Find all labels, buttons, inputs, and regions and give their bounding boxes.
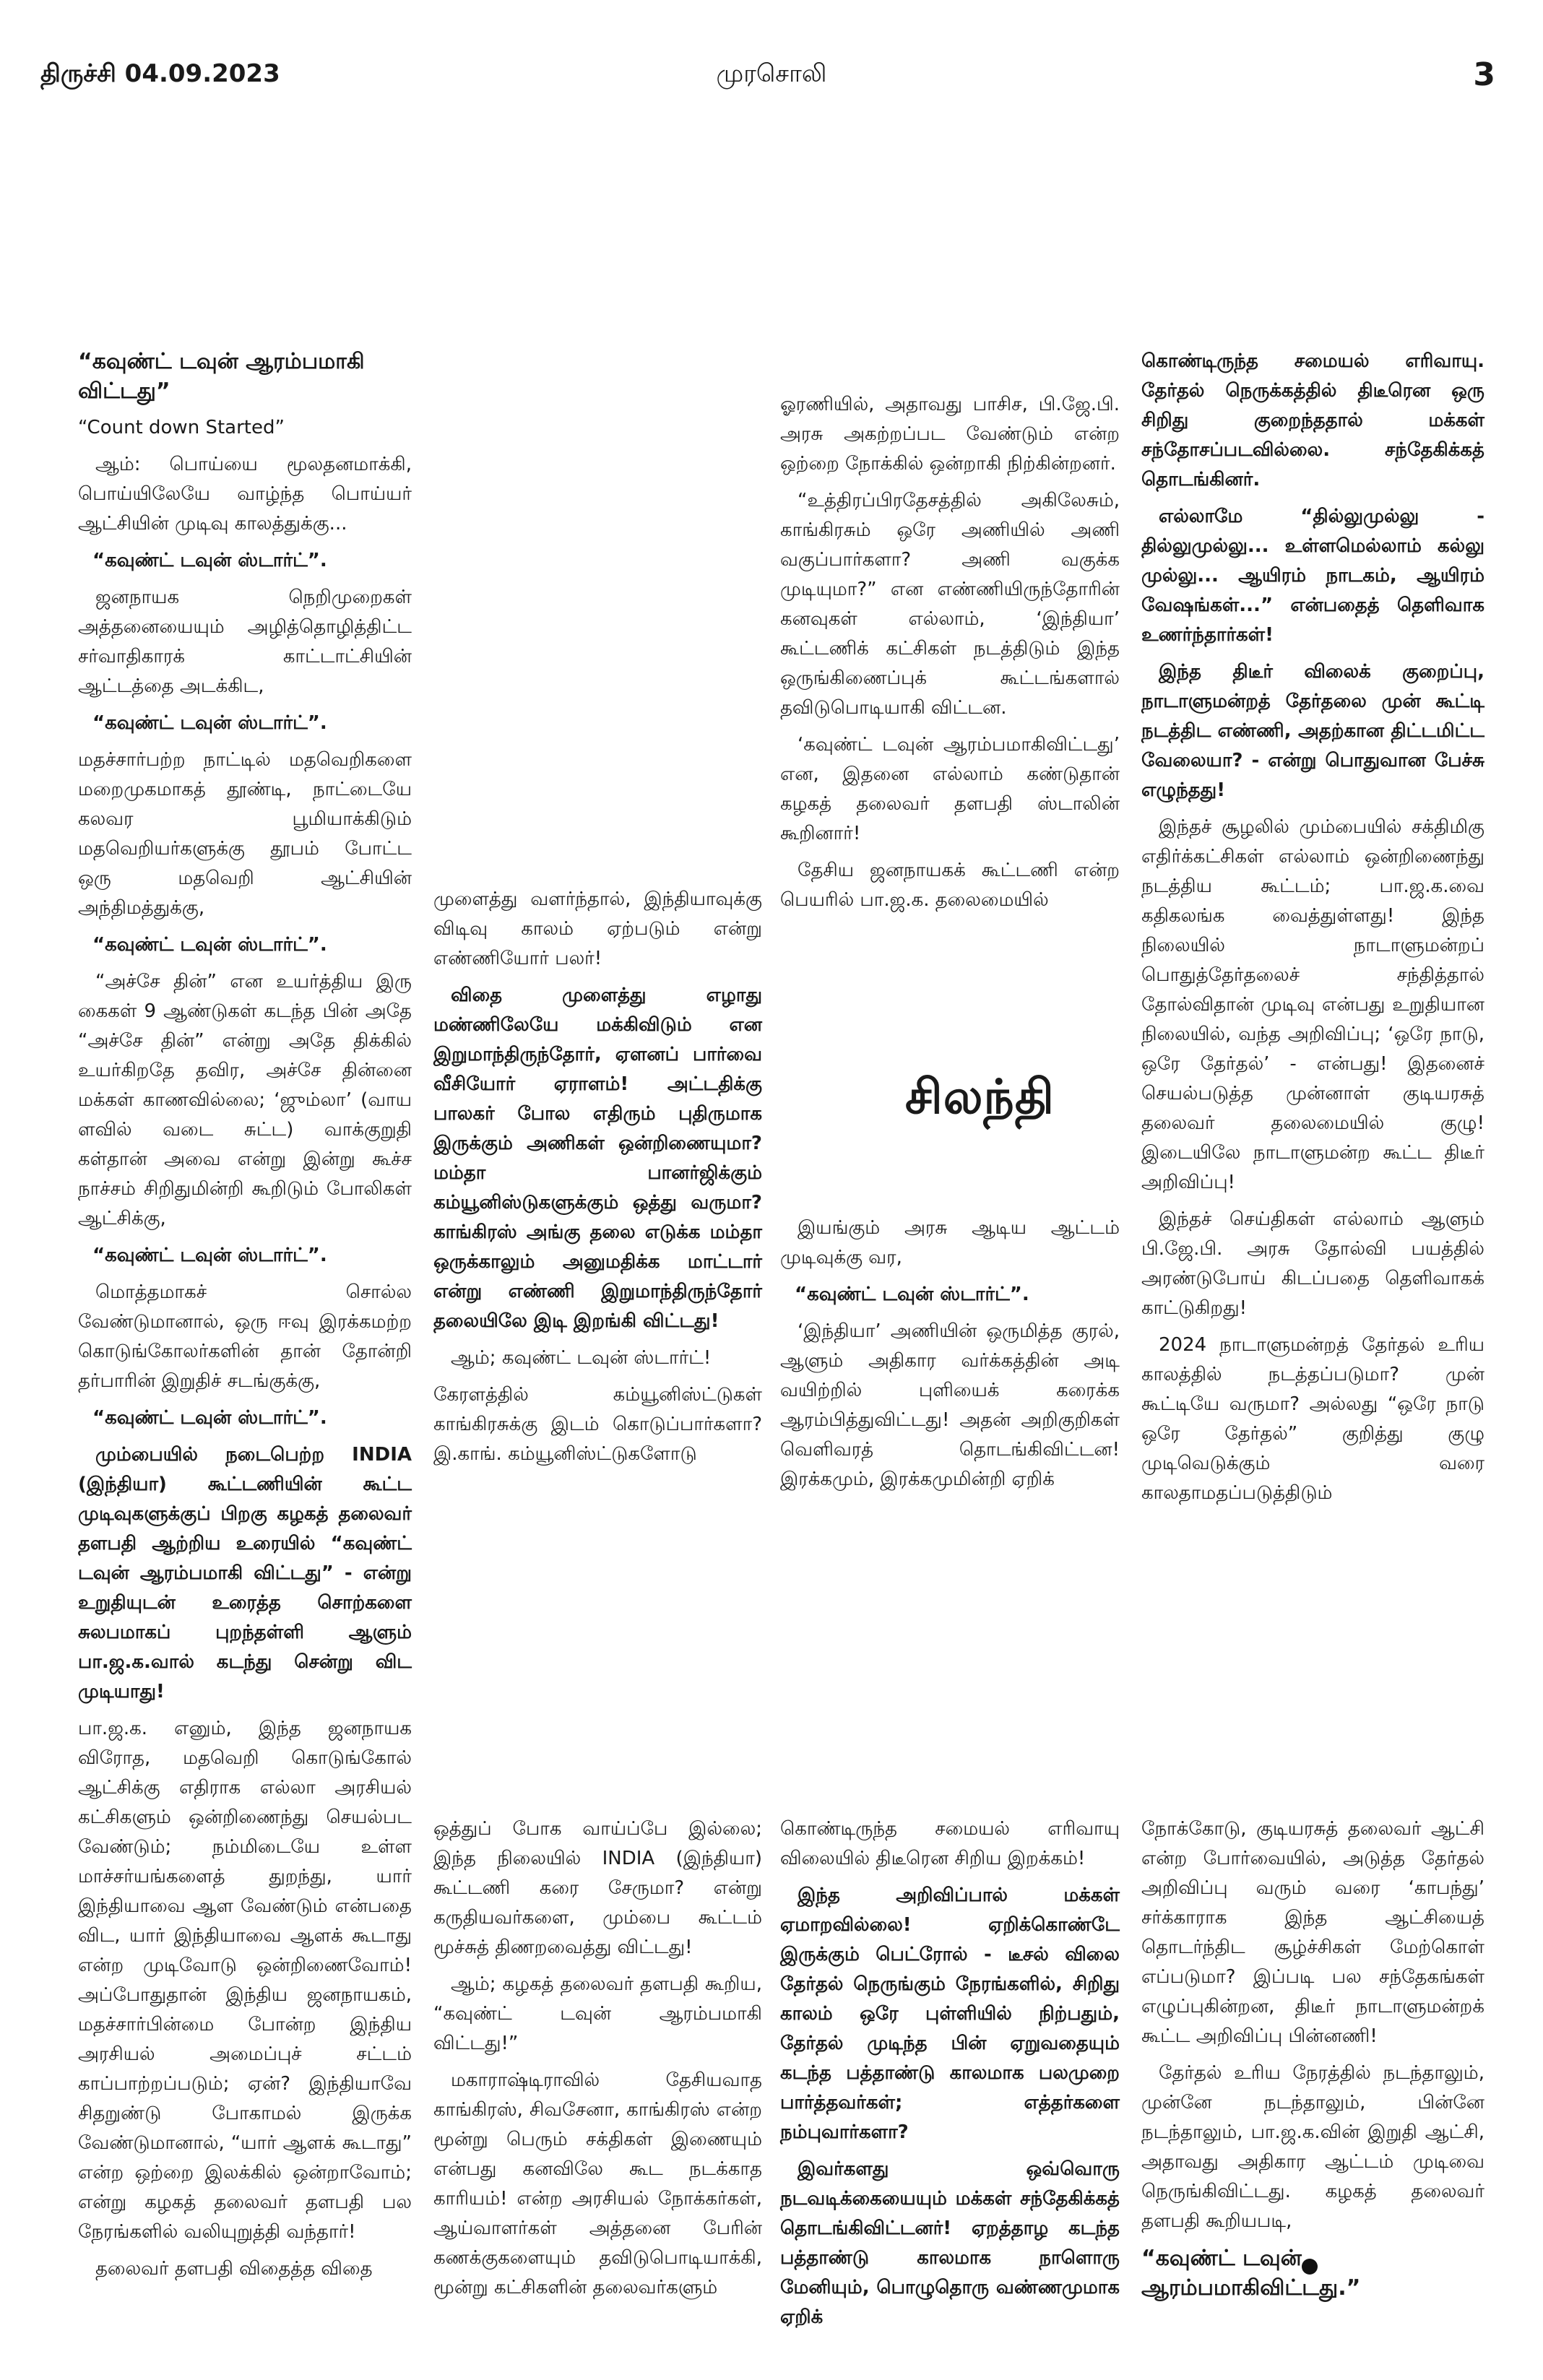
paragraph: ஒத்துப் போக வாய்ப்பே இல்லை; இந்த நிலையில் INDIA (இந்தியா) கூட்டணி கரை சேருமா? என்று கருதியவர்களை, மும்பை கூட்டம் மூச்சுத் திணறவைத்து விட்டது! bbox=[433, 1818, 762, 1958]
page-number: 3 bbox=[1473, 56, 1495, 93]
paragraph: “கவுண்ட் டவுன் ஆரம்பமாகிவிட்டது.” bbox=[1141, 2246, 1361, 2301]
paragraph: 2024 நாடாளுமன்றத் தேர்தல் உரிய காலத்தில் நடத்தப்படுமா? முன் கூட்டியே வருமா? அல்லது “ஒரே நாடு ஒரே தேர்தல்” குறித்து குழு முடிவெடுக்கும் வரை காலதாமதப்படுத்திடும் bbox=[1141, 1334, 1484, 1504]
paragraph: “கவுண்ட் டவுன் ஸ்டார்ட்”. bbox=[92, 1245, 327, 1266]
paragraph: தேர்தல் உரிய நேரத்தில் நடந்தாலும், முன்னே நடந்தாலும், பின்னே நடந்தாலும், பா.ஜ.க.வின் இறுதி ஆட்சி, அதாவது அதிகார ஆட்டம் முடிவை நெருங்கிவிட்டது. கழகத் தலைவர் தளபதி கூறியபடி, bbox=[1141, 2062, 1484, 2232]
paragraph: மொத்தமாகச் சொல்ல வேண்டுமானால், ஒரு ஈவு இரக்கமற்ற கொடுங்கோலர்களின் தான் தோன்றி தர்பாரின் இறுதிச் சடங்குக்கு, bbox=[78, 1281, 412, 1392]
column-2-top bbox=[433, 885, 762, 1476]
column-3-middle bbox=[780, 1213, 1120, 1502]
column-1-top bbox=[78, 347, 412, 2291]
paragraph: கொண்டிருந்த சமையல் எரிவாயு விலையில் திடீரென சிறிய இறக்கம்! bbox=[780, 1818, 1120, 1869]
column-4-bottom bbox=[1141, 1814, 1484, 2310]
paragraph: மகாராஷ்டிராவில் தேசியவாத காங்கிரஸ், சிவசேனா, காங்கிரஸ் என்ற மூன்று பெரும் சக்திகள் இணையும் என்பது கனவிலே கூட நடக்காத காரியம்! என்ற அரசியல் நோக்கர்கள், ஆய்வாளர்கள் அத்தனை பேரின் கணக்குகளையும் தவிடுபொடியாக்கி, மூன்று கட்சிகளின் தலைவர்களும் bbox=[433, 2069, 762, 2298]
paper-name: முரசொலி bbox=[716, 59, 827, 88]
paragraph: மும்பையில் நடைபெற்ற INDIA (இந்தியா) கூட்டணியின் கூட்ட முடிவுகளுக்குப் பிறகு கழகத் தலைவர் தளபதி ஆற்றிய உரையில் “கவுண்ட் டவுன் ஆரம்பமாகி விட்டது” - என்று உறுதியுடன் உரைத்த சொற்களை சுலபமாகப் புறந்தள்ளி ஆளும் பா.ஜ.க.வால் கடந்து சென்று விட முடியாது! bbox=[78, 1444, 412, 1702]
paragraph: கொண்டிருந்த சமையல் எரிவாயு. தேர்தல் நெருக்கத்தில் திடீரென ஒரு சிறிது குறைந்ததால் மக்கள் சந்தோசப்படவில்லை. சந்தேகிக்கத் தொடங்கினர். bbox=[1141, 350, 1484, 490]
paragraph: கேரளத்தில் கம்யூனிஸ்ட்டுகள் காங்கிரசுக்கு இடம் கொடுப்பார்களா? இ.காங். கம்யூனிஸ்ட்டுகளோடு bbox=[433, 1384, 762, 1465]
paragraph: இந்த அறிவிப்பால் மக்கள் ஏமாறவில்லை! ஏறிக்கொண்டே இருக்கும் பெட்ரோல் - டீசல் விலை தேர்தல் நெருங்கும் நேரங்களில், சிறிது காலம் ஒரே புள்ளியில் நிற்பதும், தேர்தல் முடிந்த பின் ஏறுவதையும் கடந்த பத்தாண்டு காலமாக பலமுறை பார்த்தவர்கள்; எத்தர்களை நம்புவார்களா? bbox=[780, 1884, 1120, 2143]
page-header bbox=[0, 0, 1543, 93]
paragraph: “கவுண்ட் டவுன் ஸ்டார்ட்”. bbox=[92, 550, 327, 571]
paragraph: ஆம்; கவுண்ட் டவுன் ஸ்டார்ட்! bbox=[451, 1347, 712, 1369]
end-of-article-mark bbox=[1302, 2259, 1318, 2275]
paragraph: எல்லாமே “தில்லுமுல்லு - தில்லுமுல்லு... உள்ளமெல்லாம் கல்லு முல்லு... ஆயிரம் நாடகம், ஆயிரம் வேஷங்கள்...” என்பதைத் தெளிவாக உணர்ந்தார்கள்! bbox=[1141, 506, 1484, 646]
paragraph: “அச்சே தின்” என உயர்த்திய இரு கைகள் 9 ஆண்டுகள் கடந்த பின் அதே “அச்சே தின்” என்று அதே திக்கில் உயர்கிறதே தவிர, அச்சே தின்னை மக்கள் காணவில்லை; ‘ஜும்லா’ (வாய ளவில் வடை சுட்ட) வாக்குறுதி கள்தான் அவை என்று இன்று கூச்ச நாச்சம் சிறிதுமின்றி கூறிடும் போலிகள் ஆட்சிக்கு, bbox=[78, 971, 412, 1229]
paragraph: ஓரணியில், அதாவது பாசிச, பி.ஜே.பி. அரசு அகற்றப்பட வேண்டும் என்ற ஒற்றை நோக்கில் ஒன்றாகி நிற்கின்றனர். bbox=[780, 394, 1120, 475]
paragraph: “உத்திரப்பிரதேசத்தில் அகிலேசும், காங்கிரசும் ஒரே அணியில் அணி வகுப்பார்களா? அணி வகுக்க முடியுமா?” என எண்ணியிருந்தோரின் கனவுகள் எல்லாம், ‘இந்தியா’ கூட்டணிக் கட்சிகள் நடத்திடும் இந்த ஒருங்கிணைப்புக் கூட்டங்களால் தவிடுபொடியாகி விட்டன. bbox=[780, 490, 1120, 719]
paragraph: தலைவர் தளபதி விதைத்த விதை bbox=[95, 2258, 373, 2280]
paragraph: பா.ஜ.க. எனும், இந்த ஜனநாயக விரோத, மதவெறி கொடுங்கோல் ஆட்சிக்கு எதிராக எல்லா அரசியல் கட்சிகளும் ஒன்றிணைந்து செயல்பட வேண்டும்; நம்மிடையே உள்ள மாச்சர்யங்களைத் துறந்து, யார் இந்தியாவை ஆள வேண்டும் என்பதை விட, யார் இந்தியாவை ஆளக் கூடாது என்ற முடிவோடு ஒன்றிணைவோம்! அப்போதுதான் இந்திய ஜனநாயகம், மதச்சார்பின்மை போன்ற இந்திய அரசியல் அமைப்புச் சட்டம் காப்பாற்றப்படும்; ஏன்? இந்தியாவே சிதறுண்டு போகாமல் இருக்க வேண்டுமானால், “யார் ஆளக் கூடாது” என்ற ஒற்றை இலக்கில் ஒன்றாவோம்; என்று கழகத் தலைவர் தளபதி பல நேரங்களில் வலியுறுத்தி வந்தார்! bbox=[78, 1718, 412, 2243]
paragraph: “கவுண்ட் டவுன் ஸ்டார்ட்”. bbox=[795, 1284, 1029, 1305]
paragraph: முளைத்து வளர்ந்தால், இந்தியாவுக்கு விடிவு காலம் ஏற்படும் என்று எண்ணியோர் பலர்! bbox=[433, 888, 762, 969]
paragraph: மதச்சார்பற்ற நாட்டில் மதவெறிகளை மறைமுகமாகத் தூண்டி, நாட்டையே கலவர பூமியாக்கிடும் மதவெறியர்களுக்கு தூபம் போட்ட ஒரு மதவெறி ஆட்சியின் அந்திமத்துக்கு, bbox=[78, 749, 412, 919]
column-4-top bbox=[1141, 347, 1484, 1515]
paragraph: இயங்கும் அரசு ஆடிய ஆட்டம் முடிவுக்கு வர, bbox=[780, 1217, 1120, 1268]
paragraph: “கவுண்ட் டவுன் ஸ்டார்ட்”. bbox=[92, 1407, 327, 1429]
paragraph: ஆம்; கழகத் தலைவர் தளபதி கூறிய, “கவுண்ட் டவுன் ஆரம்பமாகி விட்டது!” bbox=[433, 1973, 762, 2054]
paragraph: “கவுண்ட் டவுன் ஆரம்பமாகி விட்டது” bbox=[78, 349, 365, 404]
column-2-bottom bbox=[433, 1814, 762, 2310]
paragraph: “Count down Started” bbox=[78, 417, 285, 438]
edition-date: திருச்சி 04.09.2023 bbox=[40, 59, 280, 88]
headline-title: சிலந்தி bbox=[905, 1069, 1055, 1125]
paragraph: நோக்கோடு, குடியரசுத் தலைவர் ஆட்சி என்ற போர்வையில், அடுத்த தேர்தல் அறிவிப்பு வரும் வரை ‘காபந்து’ சர்க்காராக இந்த ஆட்சியைத் தொடர்ந்திட சூழ்ச்சிகள் மேற்கொள் எப்படுமா? இப்படி பல சந்தேகங்கள் எழுப்புகின்றன, திடீர் நாடாளுமன்றக் கூட்ட அறிவிப்பு பின்னணி! bbox=[1141, 1818, 1484, 2047]
paragraph: இந்தச் செய்திகள் எல்லாம் ஆளும் பி.ஜே.பி. அரசு தோல்வி பயத்தில் அரண்டுபோய் கிடப்பதை தெளிவாகக் காட்டுகிறது! bbox=[1141, 1208, 1484, 1319]
paragraph: “கவுண்ட் டவுன் ஸ்டார்ட்”. bbox=[92, 934, 327, 956]
paragraph: தேசிய ஜனநாயகக் கூட்டணி என்ற பெயரில் பா.ஜ.க. தலைமையில் bbox=[780, 860, 1120, 911]
paragraph: “கவுண்ட் டவுன் ஸ்டார்ட்”. bbox=[92, 712, 327, 734]
paragraph: ஜனநாயக நெறிமுறைகள் அத்தனையையும் அழித்தொழித்திட்ட சர்வாதிகாரக் காட்டாட்சியின் ஆட்டத்தை அடக்கிட, bbox=[78, 587, 412, 697]
column-3-bottom bbox=[780, 1814, 1120, 2340]
paragraph: ‘கவுண்ட் டவுன் ஆரம்பமாகிவிட்டது’ என, இதனை எல்லாம் கண்டுதான் கழகத் தலைவர் தளபதி ஸ்டாலின் கூறினார்! bbox=[780, 734, 1120, 844]
paragraph: இவர்களது ஒவ்வொரு நடவடிக்கையையும் மக்கள் சந்தேகிக்கத் தொடங்கிவிட்டனர்! ஏறத்தாழ கடந்த பத்தாண்டு காலமாக நாளொரு மேனியும், பொழுதொரு வண்ணமுமாக ஏறிக் bbox=[780, 2158, 1120, 2328]
paragraph: ஆம்: பொய்யை மூலதனமாக்கி, பொய்யிலேயே வாழ்ந்த பொய்யர் ஆட்சியின் முடிவு காலத்துக்கு... bbox=[78, 454, 412, 535]
paragraph: இந்த திடீர் விலைக் குறைப்பு, நாடாளுமன்றத் தேர்தலை முன் கூட்டி நடத்திட எண்ணி, அதற்கான திட்டமிட்ட வேலையா? - என்று பொதுவான பேச்சு எழுந்தது! bbox=[1141, 661, 1484, 801]
paragraph: இந்தச் சூழலில் மும்பையில் சக்திமிகு எதிர்க்கட்சிகள் எல்லாம் ஒன்றிணைந்து நடத்திய கூட்டம்; பா.ஜ.க.வை கதிகலங்க வைத்துள்ளது! இந்த நிலையில் நாடாளுமன்றப் பொதுத்தேர்தலைச் சந்தித்தால் தோல்விதான் முடிவு என்பது உறுதியான நிலையில், வந்த அறிவிப்பு; ‘ஒரே நாடு, ஒரே தேர்தல்’ - என்பது! இதனைச் செயல்படுத்த முன்னாள் குடியரசுத் தலைவர் தலைமையில் குழு! இடையிலே நாடாளுமன்ற கூட்ட திடீர் அறிவிப்பு! bbox=[1141, 816, 1484, 1193]
column-3-top bbox=[780, 390, 1120, 922]
paragraph: ‘இந்தியா’ அணியின் ஒருமித்த குரல், ஆளும் அதிகார வர்க்கத்தின் அடி வயிற்றில் புளியைக் கரைக்க ஆரம்பித்துவிட்டது! அதன் அறிகுறிகள் வெளிவரத் தொடங்கிவிட்டன! இரக்கமும், இரக்கமுமின்றி ஏறிக் bbox=[780, 1320, 1120, 1490]
paragraph: விதை முளைத்து எழாது மண்ணிலேயே மக்கிவிடும் என இறுமாந்திருந்தோர், ஏளனப் பார்வை வீசியோர் ஏராளம்! அட்டதிக்கு பாலகர் போல எதிரும் புதிருமாக இருக்கும் அணிகள் ஒன்றிணையுமா? மம்தா பானர்ஜிக்கும் கம்யூனிஸ்டுகளுக்கும் ஒத்து வருமா? காங்கிரஸ் அங்கு தலை எடுக்க மம்தா ஒருக்காலும் அனுமதிக்க மாட்டார் என்று எண்ணி இறுமாந்திருந்தோர் தலையிலே இடி இறங்கி விட்டது! bbox=[433, 985, 762, 1332]
